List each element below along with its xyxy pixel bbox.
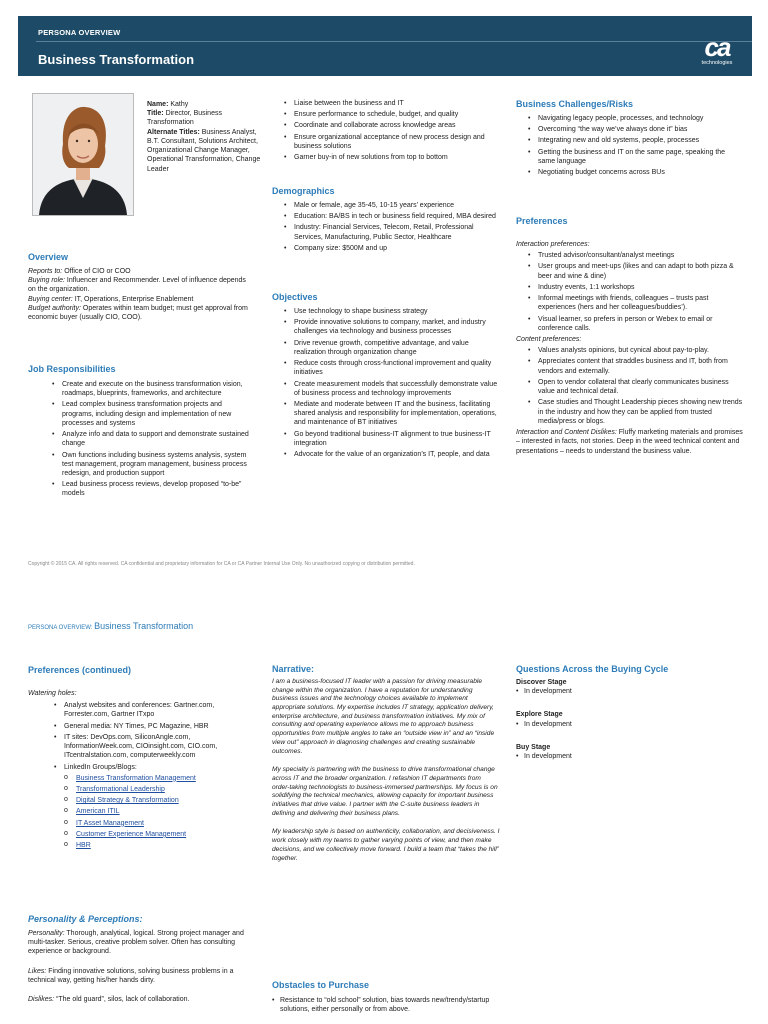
list-item: • Negotiating budget concerns across BUs [526,168,744,177]
preferences-continued-section: Preferences (continued) Watering holes: • Analyst websites and conferences: Gartner.com, Forrester.com, Gartner ITxpo • General media: NY Times, PC Magazine, HBR • IT sites: DevOps.com, SiliconAngle.com, InformationWeek.com, CIOinsight.com, CIO.com, ITcentralstation.com, computerweekly.com • LinkedIn Groups/Blogs: o Business Transformation Management o Transformational Leadership o Digital Strategy & Transformation o American ITIL o IT Asset Management o Customer Experience Management o HBR [28,665,256,852]
ca-technologies-logo: ca technologies [701,32,733,66]
discover-stage-label: Discover Stage [516,678,567,686]
list-item: • Lead complex business transformation projects and programs, including design and implementation of new processes and systems [50,400,254,428]
list-item: • Education: BA/BS in tech or business field required, MBA desired [282,212,498,221]
personality-section: Personality & Perceptions: Personality: Thorough, analytical, logical. Strong project manager and multi-tasker. Serious, creative problem solver. Often has consulting experience or background. Likes: Finding innovative solutions, solving business problems in a technical way, getting his/her hands dirty. Dislikes: “The old guard”, silos, lack of collaboration. [28,914,256,1004]
overview-heading: Overview [28,252,69,262]
demographics-heading: Demographics [272,186,335,196]
dislikes-text: Interaction and Content Dislikes: Fluffy marketing materials and promises – interested in facts, not stories. Deep in the weed technical content and presentations – needs to understand the business value. [516,429,743,455]
responsibilities-continued [272,99,498,164]
link-hbr[interactable]: HBR [76,842,91,850]
preferences-heading: Preferences [516,216,568,226]
list-item: • Informal meetings with friends, colleagues – trusts past experiences (hers and her colleagues/buddies’). [526,294,744,312]
list-item: • Industry: Financial Services, Telecom, Retail, Professional Services, Manufacturing, Public Sector, Healthcare [282,223,498,241]
list-item: • Mediate and moderate between IT and the business, facilitating shared analysis and responsibility for implementation, operations, and maintenance of BT initiatives [282,400,498,428]
list-item: • Getting the business and IT on the same page, speaking the same language [526,148,744,166]
list-item: • Use technology to shape business strategy [282,307,498,316]
list-item: • Create and execute on the business transformation vision, roadmaps, blueprints, frameworks, and architecture [50,380,254,398]
persona-photo [32,93,134,216]
questions-section [516,664,744,763]
demographics-section [272,186,498,255]
list-item: • Provide innovative solutions to company, market, and industry challenges via technology and business processes [282,318,498,336]
list-item: • Male or female, age 35-45, 10-15 years’ experience [282,201,498,210]
buy-stage-label: Buy Stage [516,743,551,751]
list-item: • LinkedIn Groups/Blogs: [52,763,256,772]
list-item: • Resistance to “old school” solution, bias towards new/trendy/startup solutions, either personally or from above. [272,996,500,1014]
list-item: • User groups and meet-ups (likes and can adapt to both pizza & beer and wine & dine) [526,262,744,280]
narrative-paragraph: My leadership style is based on authenticity, collaboration, and decisiveness. I work closely with my teams to gather varying points of view, and then make decisions, and we collectively move forward. I build a team that “takes the hill” together. [272,828,500,862]
list-item: • Create measurement models that successfully demonstrate value of business process and technology improvements [282,380,498,398]
page2-title: Business Transformation [94,621,194,631]
list-item: • In development [516,752,744,761]
list-item: • General media: NY Times, PC Magazine, HBR [52,722,256,731]
list-item: • Reduce costs through cross-functional improvement and quality initiatives [282,359,498,377]
list-item: • Values analysts opinions, but cynical about pay-to-play. [526,346,744,355]
job-responsibilities-section [28,364,254,501]
list-item: • Navigating legacy people, processes, and technology [526,114,744,123]
challenges-heading: Business Challenges/Risks [516,99,634,109]
list-item: • Visual learner, so prefers in person or Webex to email or conference calls. [526,315,744,333]
list-item: • Drive revenue growth, competitive advantage, and value realization through organization change [282,339,498,357]
banner-divider [36,41,752,42]
obstacles-section [272,980,500,1016]
narrative-section [272,664,500,873]
list-item: • Integrating new and old systems, people, processes [526,136,744,145]
link-american-itil[interactable]: American ITIL [76,808,120,816]
list-item: • Ensure organizational acceptance of new process design and business solutions [282,133,498,151]
persona-overview-label: PERSONA OVERVIEW [38,28,121,37]
list-item: • Trusted advisor/consultant/analyst meetings [526,251,744,260]
obstacles-heading: Obstacles to Purchase [272,980,370,990]
list-item: • Company size: $500M and up [282,244,498,253]
copyright-notice: Copyright © 2015 CA. All rights reserved. CA confidential and proprietary information for CA or CA Partner Internal Use Only. No unauthorized copying or distribution permitted. [28,561,415,567]
list-item: • Open to vendor collateral that clearly communicates business value and technical detail. [526,378,744,396]
list-item: • In development [516,720,744,729]
overview-section: Overview Reports to: Office of CIO or COO Buying role: Influencer and Recommender. Level of influence depends on the organization. Buying center: IT, Operations, Enterprise Enablement Budget authority: Operates within team budget; must get approval from economic buyer (usually CIO, COO). [28,252,254,322]
list-item: • IT sites: DevOps.com, SiliconAngle.com, InformationWeek.com, CIOinsight.com, CIO.com, ITcentralstation.com, computerweekly.com [52,733,256,761]
persona-title: Director, Business Transformation [147,110,222,127]
list-item: • Appreciates content that straddles business and IT, both from vendors and externally. [526,357,744,375]
job-responsibilities-heading: Job Responsibilities [28,364,116,374]
list-item: • Case studies and Thought Leadership pieces showing new trends in the industry and how they can be applied from trusted media/press or blogs. [526,398,744,426]
list-item: • Ensure performance to schedule, budget, and quality [282,110,498,119]
page2-header: PERSONA OVERVIEW: Business Transformation [28,621,194,631]
list-item: • Advocate for the value of an organization’s IT, people, and data [282,450,498,459]
narrative-heading: Narrative: [272,664,315,674]
personality-heading: Personality & Perceptions: [28,914,143,924]
objectives-section [272,292,498,461]
link-transformational-leadership[interactable]: Transformational Leadership [76,785,165,793]
list-item: • Coordinate and collaborate across knowledge areas [282,121,498,130]
list-item: • In development [516,687,744,696]
objectives-heading: Objectives [272,292,318,302]
narrative-paragraph: My specialty is partnering with the business to drive transformational change across IT and the broader organization. I refashion IT departments from order-taking technologists to business-immersed partnerships. My focus is on solidifying the technical mechanics, allowing capacity for important business initiatives that drive value. I partner with the C-suite business leaders in defining and delivering their business plans. [272,766,498,817]
questions-heading: Questions Across the Buying Cycle [516,664,669,674]
link-digital-strategy[interactable]: Digital Strategy & Transformation [76,797,179,805]
link-it-asset-management[interactable]: IT Asset Management [76,819,144,827]
list-item: • Own functions including business systems analysis, system test management, program management, business process redesign, and production support [50,451,254,479]
list-item: • Garner buy-in of new solutions from top to bottom [282,153,498,162]
preferences-continued-heading: Preferences (continued) [28,665,132,675]
profile-block: Name: Kathy Title: Director, Business Transformation Alternate Titles: Business Analyst, B.T. Consultant, Solutions Architect, Organizational Change Manager, Operational Transformation, Change Leader [147,101,261,173]
interaction-preferences-label: Interaction preferences: [516,240,590,248]
page-title: Business Transformation [38,52,195,67]
list-item: • Analyze info and data to support and demonstrate sustained change [50,430,254,448]
link-customer-experience-management[interactable]: Customer Experience Management [76,830,187,838]
header-banner [18,16,752,76]
preferences-section [516,216,744,456]
list-item: • Industry events, 1:1 workshops [526,283,744,292]
narrative-paragraph: I am a business-focused IT leader with a passion for driving measurable change within the organization. I have a reputation for understanding business issues and the technology choices available to implement appropriate solutions. My expertise includes IT strategy, application delivery, enterprise architecture, and business transformation initiatives. My mix of consulting and operating experience allows me to approach business opportunities from multiple angles to take an “outside view in” and an “inside view out” approach in diagnosing challenges and creating sustainable outcomes. [272,677,495,755]
list-item: • Overcoming “the way we’ve always done it” bias [526,125,744,134]
list-item: • Go beyond traditional business-IT alignment to true business-IT integration [282,430,498,448]
list-item: • Lead business process reviews, develop proposed “to-be” models [50,480,254,498]
business-challenges-section [516,99,744,179]
content-preferences-label: Content preferences: [516,335,582,343]
alternate-titles: Business Analyst, B.T. Consultant, Solutions Architect, Organizational Change Manager, Operational Transformation, Change Leader [147,128,261,173]
persona-name: Kathy [170,101,189,108]
explore-stage-label: Explore Stage [516,711,563,719]
list-item: • Analyst websites and conferences: Gartner.com, Forrester.com, Gartner ITxpo [52,701,256,719]
link-business-transformation-management[interactable]: Business Transformation Management [76,774,196,782]
list-item: • Liaise between the business and IT [282,99,498,108]
